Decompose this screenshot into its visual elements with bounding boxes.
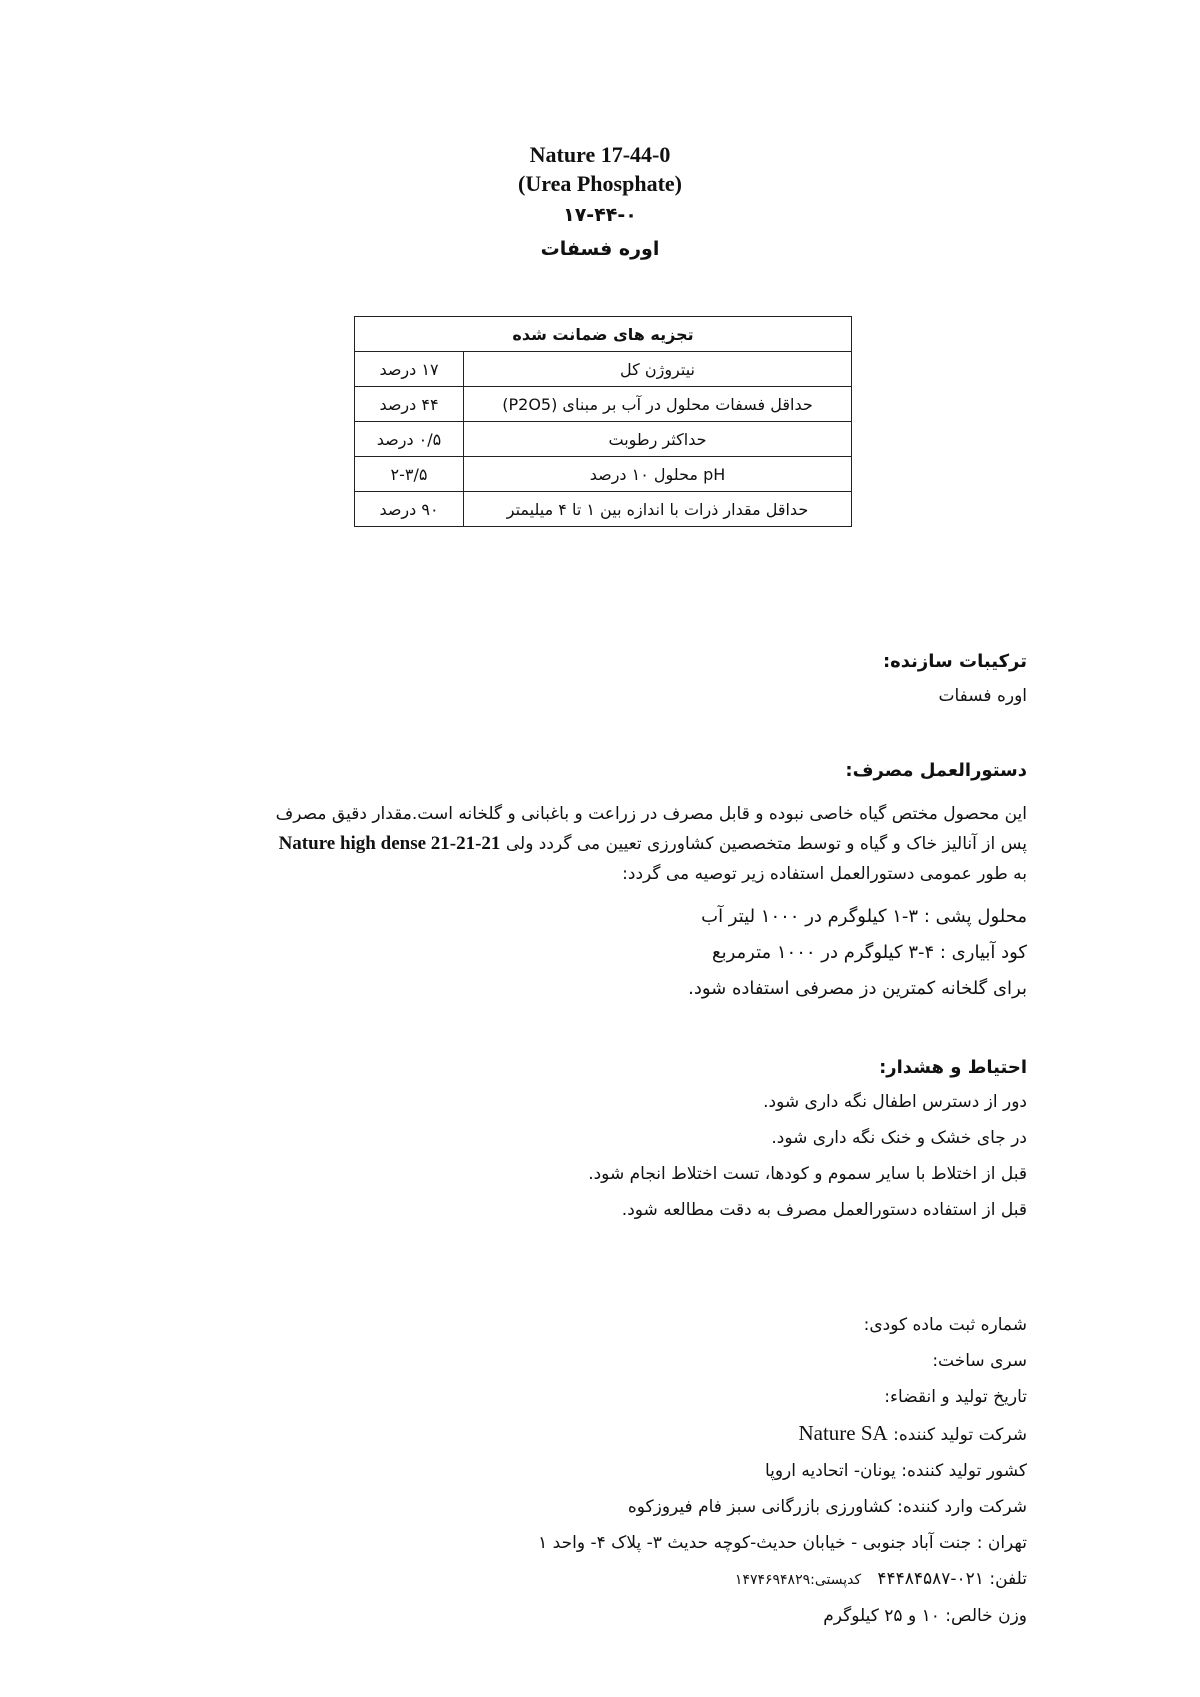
row-label: حداقل مقدار ذرات با اندازه بین ۱ تا ۴ میلیمتر [464,492,852,527]
batch-number: سری ساخت: [932,1351,1027,1371]
composition-heading: ترکیبات سازنده: [882,651,1027,672]
row-value: ۱۷ درصد [355,352,464,387]
warning-item: قبل از استفاده دستورالعمل مصرف به دقت مطالعه شود. [621,1200,1027,1220]
table-row [355,492,852,527]
warning-item: در جای خشک و خنک نگه داری شود. [771,1128,1027,1148]
address: تهران : جنت آباد جنوبی - خیابان حدیث-کوچه حدیث ۳- پلاک ۴- واحد ۱ [538,1533,1027,1553]
warnings-section [227,1052,1027,1228]
instructions-para-3: به طور عمومی دستورالعمل استفاده زیر توصیه می گردد: [622,864,1027,884]
warning-item: دور از دسترس اطفال نگه داری شود. [763,1092,1027,1112]
phone-label: تلفن: [989,1569,1027,1589]
contact [227,1561,1027,1598]
composition-section [227,646,1027,714]
warning-item: قبل از اختلاط با سایر سموم و کودها، تست اختلاط انجام شود. [588,1164,1027,1184]
producer-value: Nature SA [798,1421,888,1445]
table-row [355,352,852,387]
table-row [355,387,852,422]
row-value: ۴۴ درصد [355,387,464,422]
row-value: ۲-۳/۵ [355,457,464,492]
instructions-para-1: این محصول مختص گیاه خاصی نبوده و قابل مصرف در زراعت و باغبانی و گلخانه است.مقدار دقیق مصرف [275,804,1027,824]
instructions-para-2 [252,829,1027,859]
row-label: حداکثر رطوبت [464,422,852,457]
registration-number: شماره ثبت ماده کودی: [863,1315,1027,1335]
row-label: نیتروژن کل [464,352,852,387]
production-expiry-date: تاریخ تولید و انقضاء: [884,1387,1027,1407]
table-row [355,422,852,457]
product-info-section [227,1307,1027,1634]
spray-dose: محلول پشی : ۳-۱ کیلوگرم در ۱۰۰۰ لیتر آب [701,906,1027,927]
producer-label: شرکت تولید کننده: [893,1425,1027,1445]
net-weight: وزن خالص: ۱۰ و ۲۵ کیلوگرم [823,1606,1027,1626]
instructions-section [227,755,1027,1007]
product-title: Nature 17-44-0 [529,142,671,167]
guaranteed-analysis-table [354,316,852,527]
importer: شرکت وارد کننده: کشاورزی بازرگانی سبز فام فیروزکوه [627,1497,1027,1517]
greenhouse-note: برای گلخانه کمترین دز مصرفی استفاده شود. [688,978,1027,999]
product-name: اوره فسفات [540,238,660,260]
warnings-heading: احتیاط و هشدار: [879,1057,1027,1078]
instructions-heading: دستورالعمل مصرف: [845,760,1027,781]
composition-text: اوره فسفات [938,686,1027,706]
product-formula: ۱۷-۴۴-۰ [563,204,637,226]
brand-name: Nature high dense 21-21-21 [278,833,501,854]
producer [227,1415,1027,1453]
fertigation-dose: کود آبیاری : ۴-۳ کیلوگرم در ۱۰۰۰ مترمربع [711,942,1027,963]
title-block [0,140,1200,264]
phone-value: ۰۲۱-۴۴۴۸۴۵۸۷ [877,1569,984,1589]
row-value: ۰/۵ درصد [355,422,464,457]
instructions-para-2-text: پس از آنالیز خاک و گیاه و توسط متخصصین کشاورزی تعیین می گردد ولی [505,834,1027,854]
table-title: تجزیه های ضمانت شده [355,317,852,352]
table-row [355,457,852,492]
postal-code: کدپستی:۱۴۷۴۶۹۴۸۲۹ [734,1572,862,1588]
producer-country: کشور تولید کننده: یونان- اتحادیه اروپا [764,1461,1027,1481]
row-label: حداقل فسفات محلول در آب بر مبنای (P2O5) [464,387,852,422]
row-label: pH محلول ۱۰ درصد [464,457,852,492]
product-subtitle: (Urea Phosphate) [518,171,682,196]
row-value: ۹۰ درصد [355,492,464,527]
